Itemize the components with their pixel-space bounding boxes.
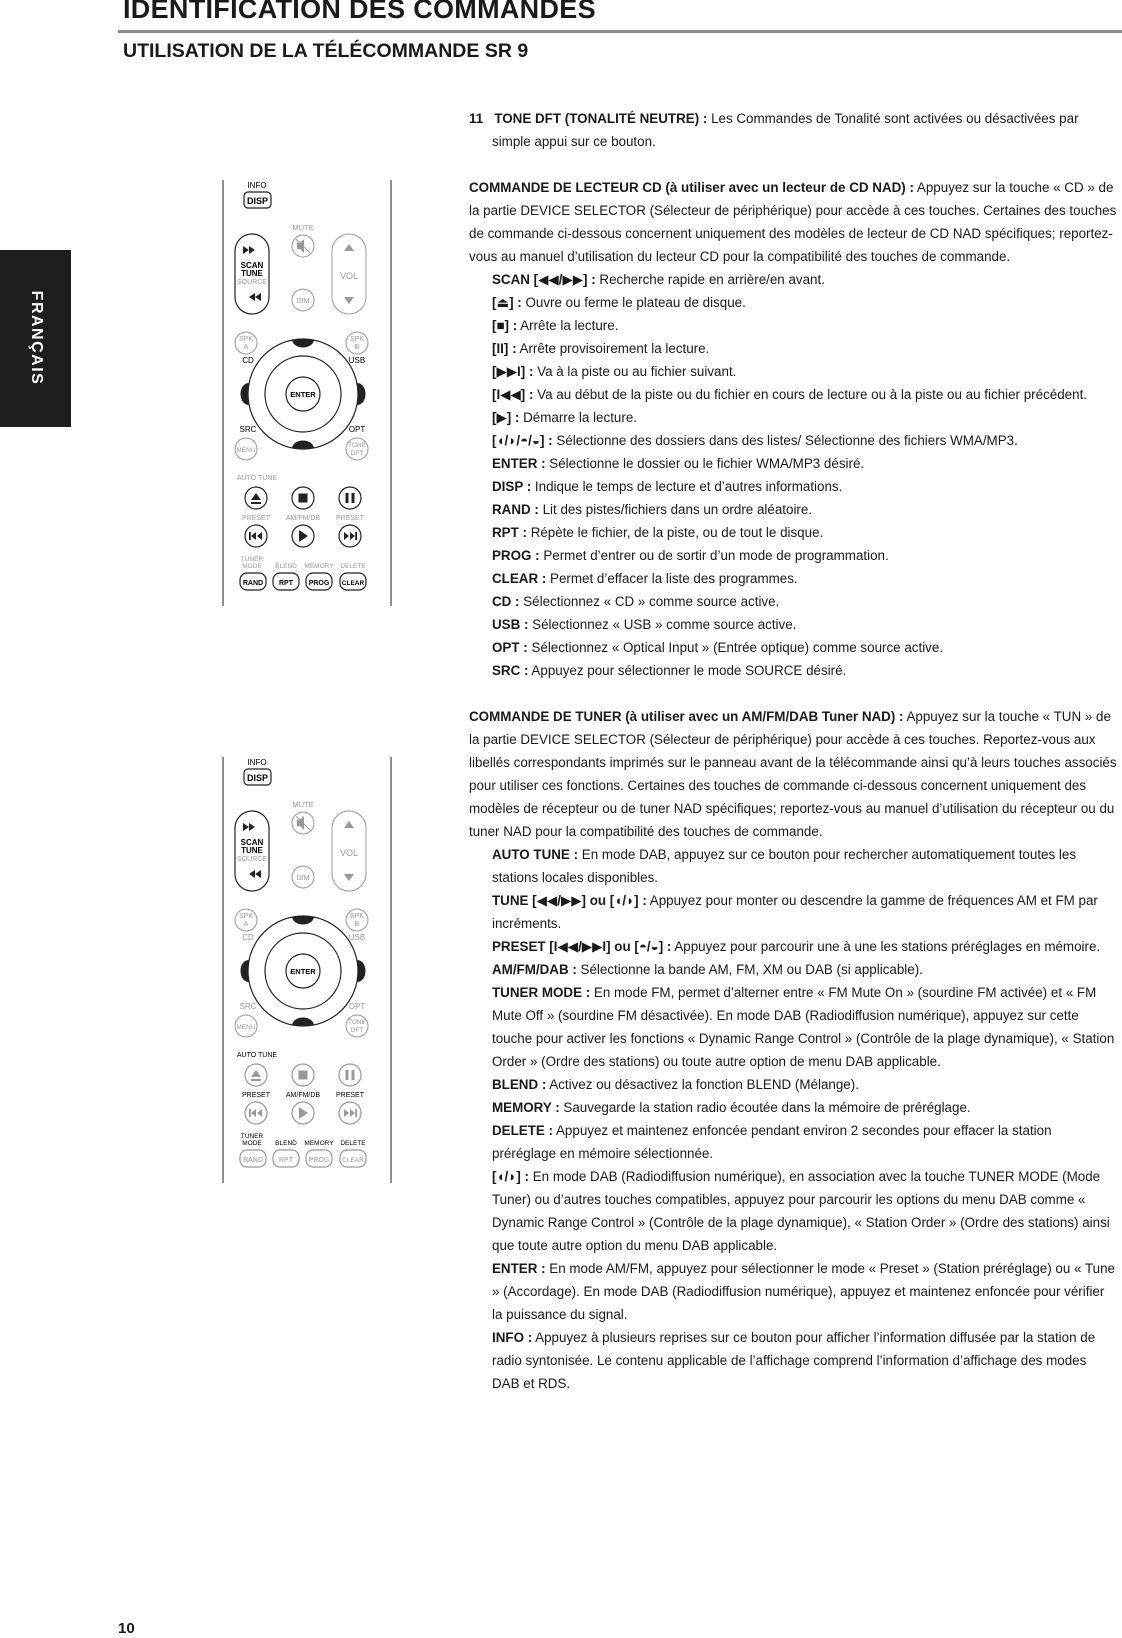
spk-a-button[interactable] — [235, 332, 257, 354]
item-text: En mode DAB (Radiodiffusion numérique), en association avec la touche TUNER MODE (Mode Tuner) ou d’autres touches compatibles, appuyez pour parcourir les options du menu DAB comme « Dynamic Range Control » (Contrôle de la plage dynamique), « Station Order » (Ordre des stations) ainsi que toute autre option du menu DAB applicable. — [492, 1169, 1110, 1253]
auto-tune-label: AUTO TUNE — [236, 1052, 278, 1059]
memory-label: MEMORY — [304, 1140, 334, 1147]
spk-a-sub-label: A — [243, 344, 249, 351]
spk-a-sub-label: A — [243, 921, 249, 928]
item-text: En mode AM/FM, appuyez pour sélectionner le mode « Preset » (Station préréglage) ou « Tune » (Accordage). En mode DAB (Radiodiffusion numérique), appuyez et maintenez enfoncée pour vérifier la puissance du signal. — [492, 1261, 1115, 1322]
spk-b-label: SPK — [349, 913, 365, 920]
remote-illustration-tuner — [222, 757, 410, 1183]
item-text: En mode FM, permet d’alterner entre « FM Mute On » (sourdine FM activée) et « FM Mute Off » (sourdine FM désactivée). En mode DAB (Radiodiffusion numérique), appuyez sur cette touche pour activer les fonctions « Dynamic Range Control » (Contrôle de la plage dynamique), « Station Order » (Ordre des stations) ou toute autre option de menu DAB applicable. — [492, 985, 1115, 1069]
dft-label: DFT — [350, 1027, 364, 1034]
disp-button[interactable] — [244, 769, 271, 785]
item-label: SRC : — [492, 663, 529, 678]
cd-section-intro-text: Appuyez sur la touche « CD » de la partie DEVICE SELECTOR (Sélecteur de périphérique) pour accède à ces touches. Certaines des touches de commande ci-dessous concernent uniquement des modèles de lecteur de CD NAD spécifiques; reportez-vous au manuel d’utilisation du lecteur CD pour la compatibilité des touches de commande. — [469, 180, 1117, 264]
item-label: INFO : — [492, 1330, 533, 1345]
item-text: Sélectionnez « CD » comme source active. — [519, 594, 780, 609]
item-text: Indique le temps de lecture et d’autres informations. — [531, 479, 843, 494]
item-text: Permet d’entrer ou de sortir d’un mode de programmation. — [539, 548, 889, 563]
usb-label: USB — [348, 933, 366, 942]
cd-section-heading: COMMANDE DE LECTEUR CD (à utiliser avec un lecteur de CD NAD) : — [469, 180, 914, 195]
item-text: Sélectionnez « Optical Input » (Entrée optique) comme source active. — [527, 640, 944, 655]
item-text: Ouvre ou ferme le plateau de disque. — [521, 295, 746, 310]
mute-button[interactable] — [292, 235, 314, 257]
scan-tune-rocker[interactable] — [235, 234, 269, 314]
opt-label: OPT — [348, 425, 366, 434]
cd-item — [469, 613, 1117, 636]
volume-rocker[interactable] — [332, 234, 366, 314]
stop-button[interactable] — [292, 487, 314, 509]
cd-item — [469, 521, 1117, 544]
page-title: IDENTIFICATION DES COMMANDES — [123, 0, 596, 24]
previous-button[interactable] — [245, 1102, 267, 1124]
cd-item — [469, 383, 1117, 406]
item-label: TUNER MODE : — [492, 985, 591, 1000]
disp-button[interactable] — [244, 192, 271, 208]
item-label: AM/FM/DAB : — [492, 962, 577, 977]
cd-item — [469, 567, 1117, 590]
tuner-item — [469, 1119, 1117, 1165]
volume-rocker[interactable] — [332, 811, 366, 891]
rand-label: RAND — [242, 580, 264, 587]
tone-dft-button[interactable] — [346, 438, 368, 460]
language-tab-label: FRANÇAIS — [28, 290, 45, 386]
source-label: SOURCE — [237, 279, 267, 286]
vol-label: VOL — [339, 848, 359, 858]
next-button[interactable] — [339, 525, 361, 547]
clear-label: CLEAR — [341, 580, 365, 587]
mute-label: MUTE — [292, 223, 314, 232]
blend-label: BLEND — [275, 1140, 297, 1147]
item-label: [◖/◗/◓/◒] : — [492, 433, 553, 448]
item-text: Appuyez pour monter ou descendre la gamme de fréquences AM et FM par incréments. — [492, 893, 1098, 931]
clear-button[interactable] — [340, 1150, 366, 1167]
spk-a-label: SPK — [238, 336, 254, 343]
eject-button[interactable] — [245, 1064, 267, 1086]
memory-label: MEMORY — [304, 563, 334, 570]
cd-item — [469, 406, 1117, 429]
cd-section-intro — [469, 176, 1117, 268]
dft-label: DFT — [350, 450, 364, 457]
item-text: Activez ou désactivez la fonction BLEND (Mélange). — [546, 1077, 859, 1092]
rpt-button[interactable] — [273, 1150, 299, 1167]
mode-label: MODE — [242, 1140, 262, 1147]
cd-item — [469, 429, 1117, 452]
item-text: Appuyez pour parcourir une à une les stations préréglages en mémoire. — [671, 939, 1101, 954]
prog-button[interactable] — [306, 1150, 332, 1167]
opt-label: OPT — [348, 1002, 366, 1011]
page-number: 10 — [118, 1620, 135, 1637]
tuner-item — [469, 1073, 1117, 1096]
item-label: RAND : — [492, 502, 539, 517]
enter-button[interactable] — [286, 954, 320, 988]
spk-b-button[interactable] — [346, 909, 368, 931]
cd-item — [469, 360, 1117, 383]
item-text: Va à la piste ou au fichier suivant. — [533, 364, 737, 379]
spk-b-button[interactable] — [346, 332, 368, 354]
amfmdb-label: AM/FM/DB — [285, 1092, 321, 1099]
item-label: [■] : — [492, 318, 518, 333]
tuner-item — [469, 1096, 1117, 1119]
eject-button[interactable] — [245, 487, 267, 509]
cd-item — [469, 268, 1117, 291]
enter-button[interactable] — [286, 377, 320, 411]
menu-label: MENU — [236, 1024, 256, 1031]
tone-dft-button[interactable] — [346, 1015, 368, 1037]
tuner-item — [469, 935, 1117, 958]
pause-button[interactable] — [339, 487, 361, 509]
rand-button[interactable] — [240, 1150, 266, 1167]
clear-button[interactable] — [340, 573, 366, 590]
preset-left-label: PRESET — [241, 515, 271, 522]
item-text: Arrête la lecture. — [517, 318, 619, 333]
tuner-label: TUNER — [240, 1133, 264, 1140]
disp-button-label: DISP — [246, 196, 269, 206]
item-text: Recherche rapide en arrière/en avant. — [595, 272, 825, 287]
item-label: BLEND : — [492, 1077, 547, 1092]
tuner-item — [469, 958, 1117, 981]
dim-button[interactable] — [292, 866, 314, 888]
tuner-item — [469, 1165, 1117, 1257]
enter-label: ENTER — [290, 390, 316, 399]
page-subtitle: UTILISATION DE LA TÉLÉCOMMANDE SR 9 — [123, 40, 529, 62]
next-button[interactable] — [339, 1102, 361, 1124]
item-text: Sélectionne la bande AM, FM, XM ou DAB (si applicable). — [576, 962, 923, 977]
stop-button[interactable] — [292, 1064, 314, 1086]
src-label: SRC — [239, 425, 257, 434]
item-label: [▶▶I] : — [492, 364, 534, 379]
item-text: Répète le fichier, de la piste, ou de tout le disque. — [526, 525, 824, 540]
item-label: ENTER : — [492, 456, 546, 471]
rand-button[interactable] — [240, 573, 266, 590]
remote-illustration-cd — [222, 180, 410, 606]
cd-label: CD — [242, 933, 254, 942]
cd-item — [469, 498, 1117, 521]
play-button[interactable] — [292, 1102, 314, 1124]
tune-label: TUNE — [241, 846, 263, 855]
tone-label: TONE — [348, 1019, 366, 1026]
tuner-item — [469, 1326, 1117, 1395]
tuner-item — [469, 843, 1117, 889]
cd-item — [469, 452, 1117, 475]
spk-a-label: SPK — [238, 913, 254, 920]
item-text: Appuyez et maintenez enfoncée pendant environ 2 secondes pour effacer la station préréglage en mémoire sélectionnée. — [492, 1123, 1052, 1161]
cd-label: CD — [242, 356, 254, 365]
item-label: PRESET [I◀◀/▶▶I] ou [◓/◒] : — [492, 939, 672, 954]
clear-label: CLEAR — [342, 1157, 364, 1164]
item-label: SCAN [◀◀/▶▶] : — [492, 272, 596, 287]
item-text: Lit des pistes/fichiers dans un ordre aléatoire. — [538, 502, 813, 517]
delete-label: DELETE — [340, 563, 366, 570]
tuner-item — [469, 981, 1117, 1073]
tune-label: TUNE — [241, 269, 263, 278]
mute-button[interactable] — [292, 812, 314, 834]
item-label: DELETE : — [492, 1123, 554, 1138]
menu-label: MENU — [236, 447, 256, 454]
tuner-section-heading: COMMANDE DE TUNER (à utiliser avec un AM/FM/DAB Tuner NAD) : — [469, 709, 904, 724]
cd-item — [469, 337, 1117, 360]
item-label: OPT : — [492, 640, 528, 655]
item-text: Sélectionnez « USB » comme source active. — [528, 617, 797, 632]
item-label: [⏏] : — [492, 295, 522, 310]
prog-button[interactable] — [306, 573, 332, 590]
scan-label: SCAN — [240, 838, 264, 847]
item-label: [◖/◗] : — [492, 1169, 529, 1184]
item-text: Sélectionne le dossier ou le fichier WMA/MP3 désiré. — [545, 456, 865, 471]
info-label: INFO — [247, 758, 267, 767]
rpt-label: RPT — [279, 580, 293, 587]
cd-item — [469, 291, 1117, 314]
item-text: Arrête provisoirement la lecture. — [516, 341, 710, 356]
play-button[interactable] — [292, 525, 314, 547]
item-text: Appuyez à plusieurs reprises sur ce bouton pour afficher l’information diffusée par la station de radio syntonisée. Le contenu applicable de l’affichage comprend l’information d’affichage des modes DAB et RDS. — [492, 1330, 1096, 1391]
auto-tune-label: AUTO TUNE — [236, 475, 278, 482]
dim-button[interactable] — [292, 289, 314, 311]
item-label: ENTER : — [492, 1261, 546, 1276]
scan-label: SCAN — [240, 261, 264, 270]
mute-label: MUTE — [292, 800, 314, 809]
item-label: USB : — [492, 617, 529, 632]
usb-label: USB — [348, 356, 366, 365]
tuner-label: TUNER — [240, 556, 264, 563]
spk-a-button[interactable] — [235, 909, 257, 931]
item-text: Sélectionne des dossiers dans des listes/ Sélectionne des fichiers WMA/MP3. — [552, 433, 1018, 448]
previous-button[interactable] — [245, 525, 267, 547]
amfmdb-label: AM/FM/DB — [285, 515, 321, 522]
cd-item — [469, 544, 1117, 567]
mode-label: MODE — [242, 563, 262, 570]
item-text: Appuyez pour sélectionner le mode SOURCE désiré. — [528, 663, 847, 678]
item-label: [II] : — [492, 341, 517, 356]
item-11 — [469, 107, 1117, 153]
pause-button[interactable] — [339, 1064, 361, 1086]
spk-b-sub-label: B — [354, 344, 360, 351]
spk-b-label: SPK — [349, 336, 365, 343]
tuner-item — [469, 889, 1117, 935]
rand-label: RAND — [243, 1157, 263, 1164]
info-label: INFO — [247, 181, 267, 190]
item-label: DISP : — [492, 479, 532, 494]
item-text: Sauvegarde la station radio écoutée dans la mémoire de préréglage. — [559, 1100, 971, 1115]
tone-label: TONE — [348, 442, 366, 449]
item-text: Va au début de la piste ou du fichier en cours de lecture ou à la piste ou au fichier précédent. — [533, 387, 1088, 402]
tuner-section-intro — [469, 705, 1117, 843]
cd-items-list — [469, 268, 1117, 682]
menu-button[interactable] — [235, 1015, 257, 1037]
item-text: En mode DAB, appuyez sur ce bouton pour rechercher automatiquement toutes les stations locales disponibles. — [492, 847, 1077, 885]
tuner-item — [469, 1257, 1117, 1326]
header-rule — [118, 30, 1122, 33]
rpt-button[interactable] — [273, 573, 299, 590]
cd-item — [469, 314, 1117, 337]
preset-left-label: PRESET — [241, 1092, 271, 1099]
item-label: AUTO TUNE : — [492, 847, 579, 862]
vol-label: VOL — [339, 271, 359, 281]
scan-tune-rocker[interactable] — [235, 811, 269, 891]
main-text — [469, 107, 1117, 1395]
spk-b-sub-label: B — [354, 921, 360, 928]
item-text: Permet d’effacer la liste des programmes. — [546, 571, 798, 586]
item-label: CD : — [492, 594, 520, 609]
item-label: [▶] : — [492, 410, 520, 425]
rpt-label: RPT — [279, 1157, 293, 1164]
cd-item — [469, 475, 1117, 498]
dim-label: DIM — [296, 298, 310, 305]
prog-label: PROG — [308, 580, 330, 587]
src-label: SRC — [239, 1002, 257, 1011]
disp-button-label: DISP — [246, 773, 269, 783]
delete-label: DELETE — [340, 1140, 366, 1147]
cd-item — [469, 636, 1117, 659]
cd-item — [469, 659, 1117, 682]
dim-label: DIM — [296, 875, 310, 882]
item-label: RPT : — [492, 525, 527, 540]
enter-label: ENTER — [290, 967, 316, 976]
preset-right-label: PRESET — [335, 1092, 365, 1099]
source-label: SOURCE — [237, 856, 267, 863]
preset-right-label: PRESET — [335, 515, 365, 522]
item-11-text: Les Commandes de Tonalité sont activées ou désactivées par simple appui sur ce bouton. — [492, 111, 1079, 149]
language-tab — [0, 250, 71, 427]
tuner-section-intro-text: Appuyez sur la touche « TUN » de la partie DEVICE SELECTOR (Sélecteur de périphérique) pour accède à ces touches. Reportez-vous aux libellés correspondants imprimés sur le panneau avant de la télécommande ainsi qu’à leurs touches associés pour utiliser ces fonctions. Certaines des touches de commande ci-dessous concernent uniquement des modèles de récepteur ou de tuner NAD spécifiques; reportez-vous au manuel d’utilisation du récepteur ou du tuner NAD pour la compatibilité des touches de commande. — [469, 709, 1117, 839]
prog-label: PROG — [308, 1157, 330, 1164]
cd-item — [469, 590, 1117, 613]
item-text: Démarre la lecture. — [519, 410, 637, 425]
blend-label: BLEND — [275, 563, 297, 570]
item-label: PROG : — [492, 548, 540, 563]
item-label: TUNE [◀◀/▶▶] ou [◖/◗] : — [492, 893, 647, 908]
item-11-num: 11 — [469, 111, 484, 126]
tuner-items-list — [469, 843, 1117, 1395]
item-label: MEMORY : — [492, 1100, 560, 1115]
menu-button[interactable] — [235, 438, 257, 460]
item-11-label: TONE DFT (TONALITÉ NEUTRE) : — [494, 111, 708, 126]
item-label: [I◀◀] : — [492, 387, 534, 402]
item-label: CLEAR : — [492, 571, 547, 586]
